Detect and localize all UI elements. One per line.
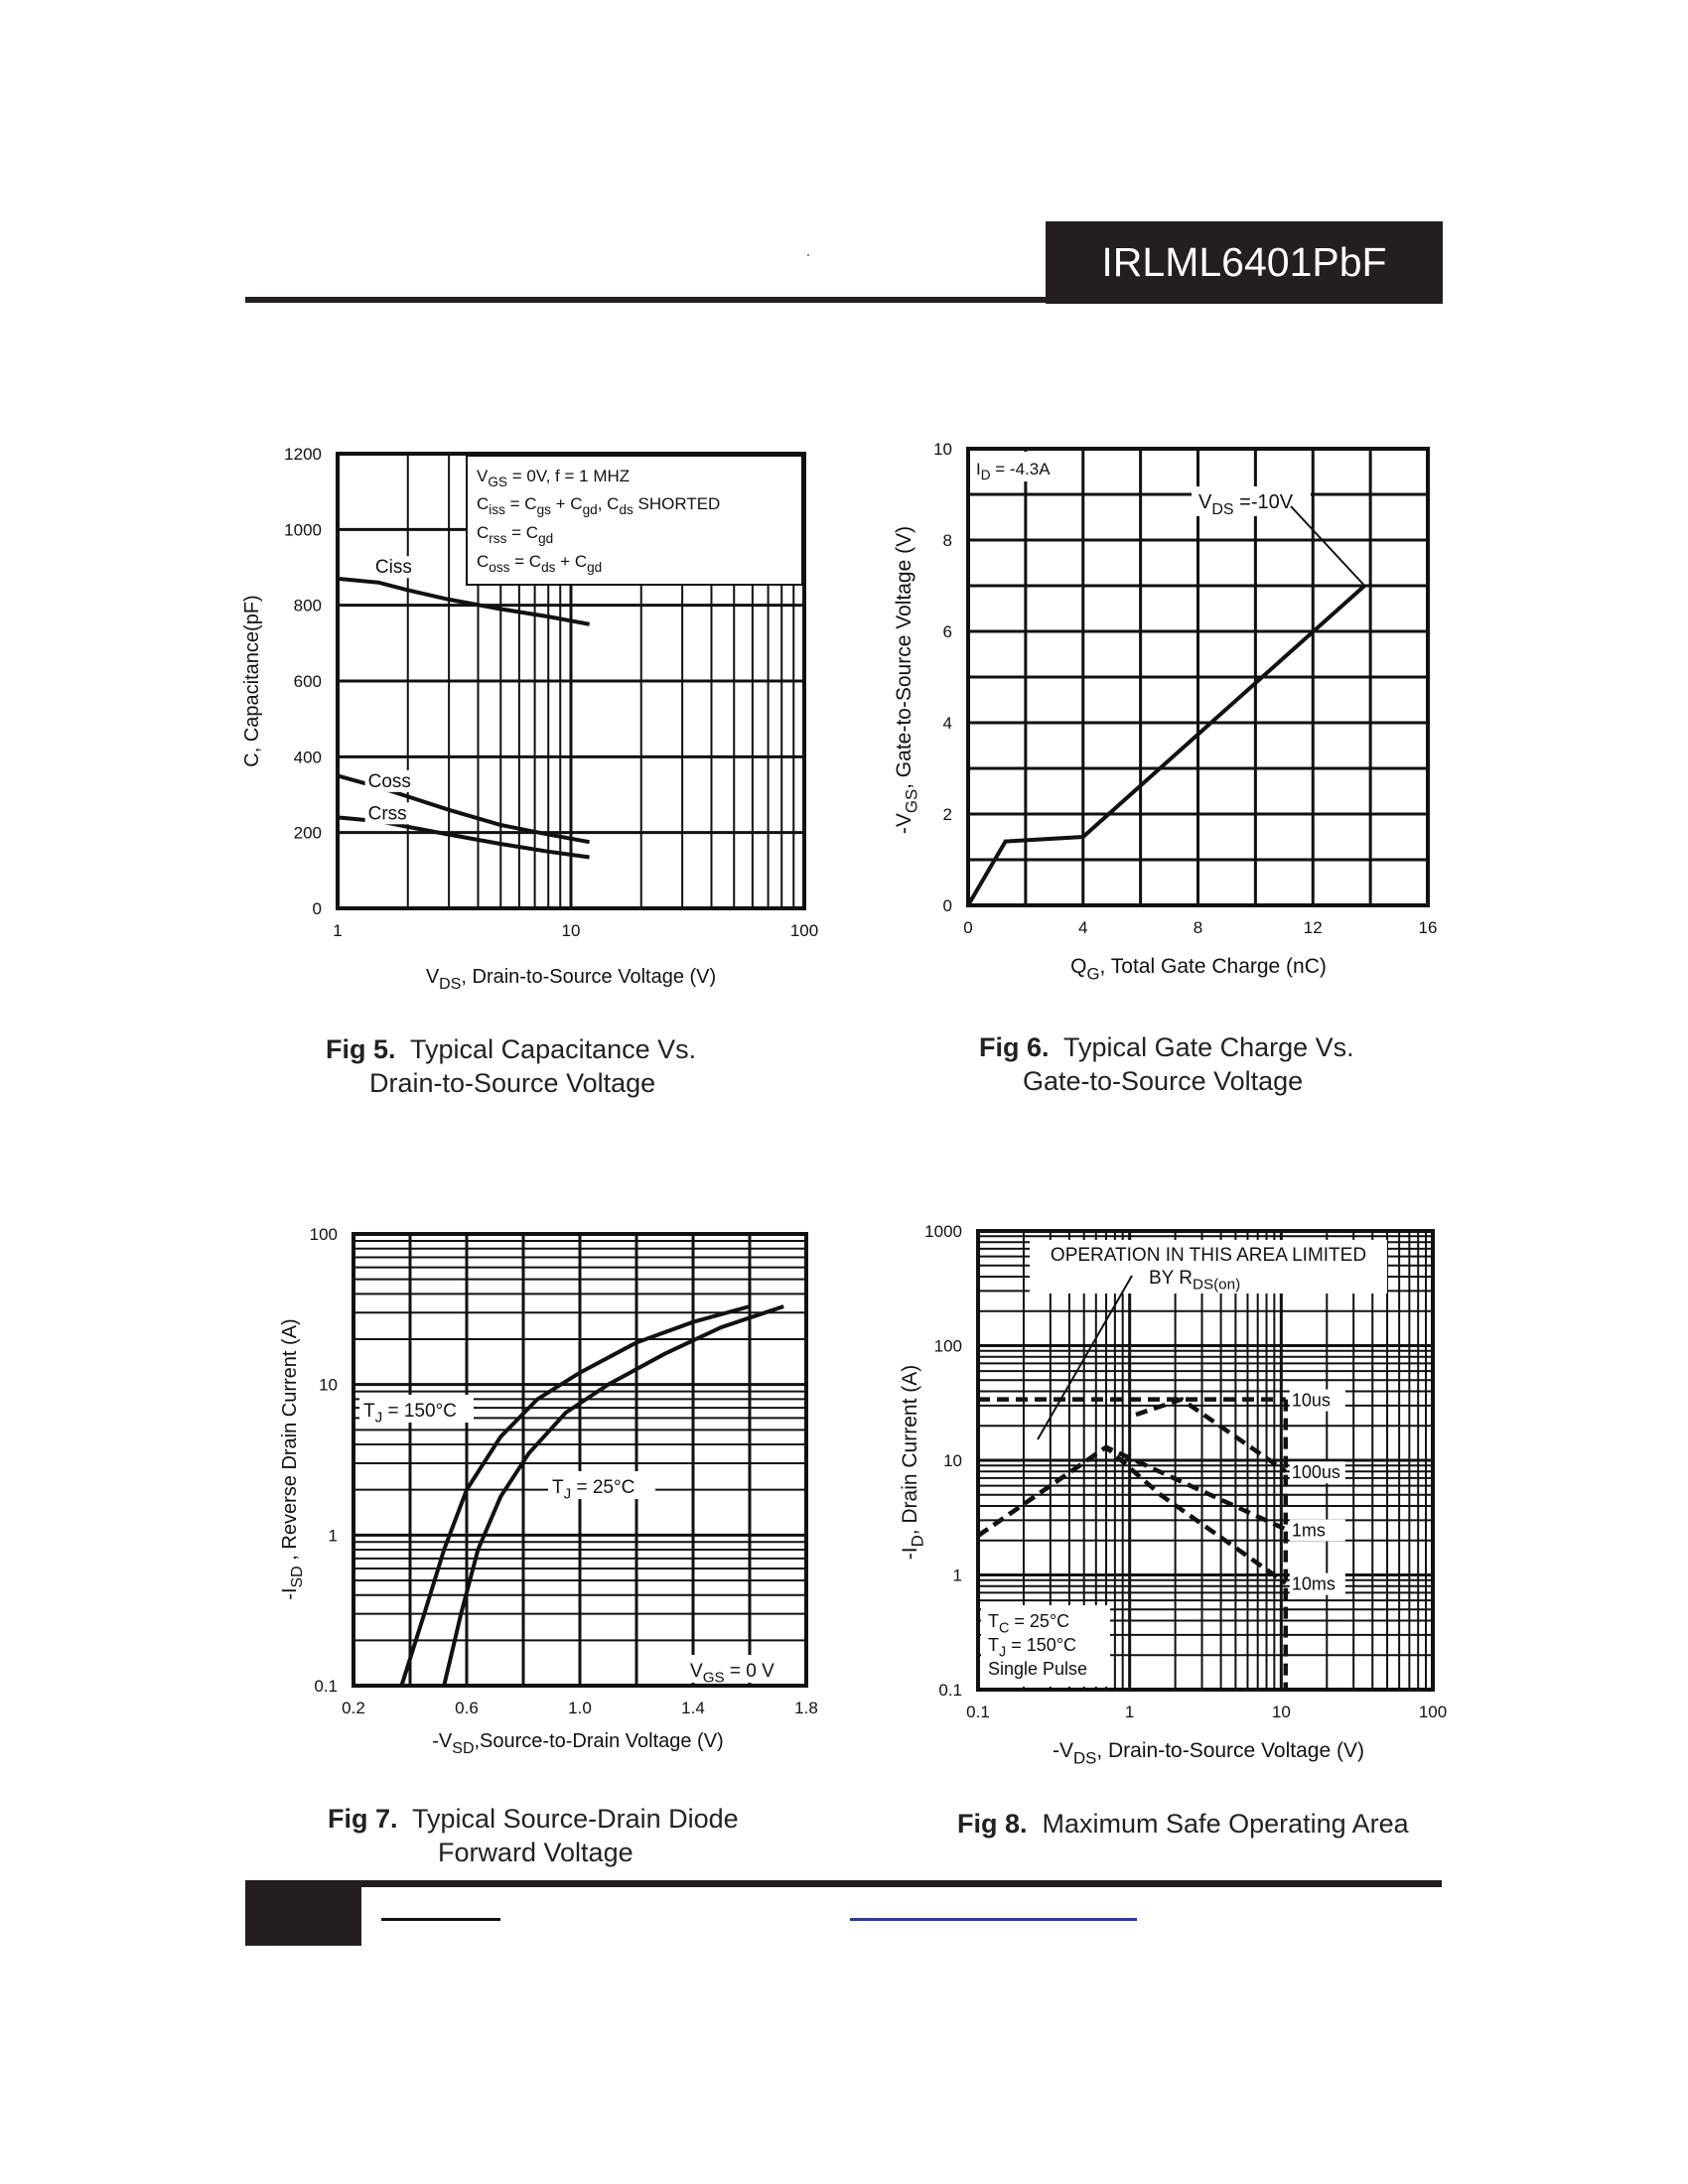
- fig8-caption-line1: Maximum Safe Operating Area: [1042, 1809, 1409, 1839]
- fig7-label-tj25-part: J: [563, 1485, 572, 1503]
- fig6-ytick: 0: [942, 896, 952, 915]
- fig8-condition-1-part: T: [988, 1635, 999, 1655]
- fig8-xtick: 1: [1124, 1703, 1135, 1721]
- fig5-ytick: 200: [293, 823, 322, 843]
- fig8-limit-line2-part: DS(on): [1193, 1276, 1241, 1294]
- fig8-label-1ms: 1ms: [1291, 1520, 1326, 1541]
- fig5-caption-line2: Drain-to-Source Voltage: [369, 1068, 656, 1098]
- fig5-legend-coss-part: oss: [489, 560, 510, 576]
- fig8-condition-0-part: C: [999, 1620, 1010, 1637]
- fig7-condition-part: V: [690, 1661, 703, 1682]
- fig8-chart: [889, 1216, 1455, 1782]
- footer-rule-left: [381, 1918, 500, 1921]
- fig8-condition-1-part: J: [999, 1644, 1007, 1661]
- fig8-condition-0-part: T: [988, 1611, 999, 1631]
- fig7-chart: [268, 1216, 824, 1777]
- fig6-xlabel: [1070, 955, 1327, 983]
- fig5-legend-ciss-part: C: [477, 494, 490, 513]
- fig5-legend-ciss-part: gd: [582, 502, 598, 518]
- fig8-limit-line1: OPERATION IN THIS AREA LIMITED: [1050, 1245, 1367, 1266]
- fig6-ylabel-part: , Gate-to-Source Voltage (V): [893, 525, 915, 789]
- fig8-condition-2: [988, 1659, 1087, 1679]
- page-dot: [807, 254, 809, 256]
- fig5-legend-crss-part: C: [477, 523, 490, 542]
- fig6-xtick: 0: [963, 918, 973, 937]
- fig5-legend-crss-part: = C: [506, 523, 539, 542]
- fig5-chart: [228, 437, 844, 1008]
- fig6-caption-line2: Gate-to-Source Voltage: [1023, 1066, 1304, 1096]
- fig5-xtick: 100: [789, 921, 819, 940]
- fig5-xtick: 10: [561, 921, 581, 940]
- part-number-header: [1046, 221, 1443, 304]
- fig7-label-tj150-part: J: [374, 1409, 383, 1427]
- fig5-legend-coss-part: gd: [587, 560, 603, 576]
- fig5-label-coss: Coss: [367, 770, 411, 792]
- fig5-ytick: 1000: [284, 520, 322, 540]
- fig6-xlabel-part: G: [1086, 964, 1100, 984]
- fig6-ytick: 2: [942, 805, 952, 824]
- fig6-vds-leader: [1291, 506, 1364, 586]
- fig6-ylabel-part: GS: [902, 788, 921, 814]
- fig8-ytick: 1000: [924, 1222, 962, 1241]
- fig6-xtick: 8: [1193, 918, 1203, 937]
- fig5-xlabel-part: DS: [439, 976, 462, 993]
- fig8-svg: [889, 1216, 1455, 1777]
- fig7-number: Fig 7.: [328, 1804, 398, 1834]
- fig6-ytick: 4: [942, 714, 952, 733]
- fig6-caption: [979, 1030, 1354, 1098]
- fig5-xlabel-part: V: [425, 966, 440, 988]
- header-rule: [245, 297, 1046, 303]
- fig8-xlabel: [1053, 1739, 1364, 1767]
- fig5-legend-ciss-part: + C: [550, 494, 583, 513]
- fig5-legend-crss-part: gd: [538, 531, 554, 547]
- fig5-ytick: 0: [312, 899, 322, 918]
- fig5-legend-coss-part: C: [477, 552, 490, 571]
- fig7-xtick: 1.4: [681, 1699, 705, 1717]
- fig5-label-crss: Crss: [367, 803, 407, 825]
- fig7-ylabel-part: , Reverse Drain Current (A): [279, 1318, 301, 1567]
- fig5-caption: [326, 1032, 696, 1100]
- fig8-caption: [957, 1807, 1409, 1841]
- fig8-label-10us: 10us: [1291, 1390, 1331, 1411]
- fig7-xtick: 1.8: [794, 1699, 818, 1717]
- fig7-svg: [268, 1216, 824, 1772]
- fig5-ytick: 800: [293, 596, 322, 615]
- fig5-legend-crss-part: rss: [489, 531, 507, 547]
- fig7-xlabel-part: -V: [432, 1730, 453, 1752]
- fig6-svg: [889, 437, 1455, 993]
- fig6-vds-annotation-part: DS: [1211, 501, 1234, 518]
- fig5-xlabel: [426, 966, 716, 993]
- fig7-ytick: 0.1: [314, 1677, 338, 1696]
- fig5-number: Fig 5.: [326, 1034, 396, 1064]
- fig8-ylabel-part: , Drain Current (A): [899, 1364, 921, 1536]
- fig6-ylabel-part: -V: [893, 813, 915, 835]
- fig7-ylabel-part: -I: [279, 1587, 301, 1600]
- fig8-ytick: 1: [952, 1566, 962, 1585]
- fig5-xlabel-part: , Drain-to-Source Voltage (V): [461, 966, 717, 988]
- fig6-vds-annotation-part: V: [1198, 491, 1212, 513]
- fig6-xtick: 16: [1418, 918, 1438, 937]
- fig8-condition-2-part: Single Pulse: [988, 1659, 1088, 1679]
- part-number: IRLML6401PbF: [1101, 239, 1387, 285]
- fig8-ylabel: [899, 1365, 926, 1561]
- fig8-limit-line2-part: BY R: [1149, 1268, 1194, 1289]
- fig5-label-ciss: Ciss: [374, 557, 412, 579]
- fig8-xlabel-part: , Drain-to-Source Voltage (V): [1096, 1739, 1364, 1762]
- fig7-xtick: 1.0: [568, 1699, 592, 1717]
- fig5-xtick: 1: [333, 921, 343, 940]
- fig7-caption: [328, 1802, 739, 1869]
- fig6-vds-annotation-part: =-10V: [1233, 491, 1294, 513]
- fig7-condition-part: = 0 V: [724, 1661, 774, 1682]
- fig6-id-annotation-part: I: [976, 460, 981, 478]
- fig5-legend-ciss-part: iss: [489, 502, 505, 518]
- fig8-label-10ms: 10ms: [1291, 1573, 1336, 1594]
- fig7-label-tj150-part: = 150°C: [382, 1401, 457, 1422]
- fig5-legend-vgs-part: GS: [488, 475, 507, 490]
- footer-link-rule: [850, 1918, 1137, 1921]
- fig5-legend-vgs-part: V: [477, 467, 489, 485]
- fig6-xlabel-part: Q: [1070, 955, 1087, 978]
- fig7-ylabel-part: SD: [289, 1566, 306, 1588]
- fig6-chart: [889, 437, 1455, 998]
- fig7-ytick: 100: [309, 1225, 338, 1244]
- fig5-legend-ciss-part: SHORTED: [633, 494, 721, 513]
- fig6-ytick: 8: [942, 531, 952, 550]
- fig8-condition-1-part: = 150°C: [1006, 1635, 1076, 1655]
- footer-page-box: [245, 1880, 361, 1946]
- fig6-id-annotation-part: = -4.3A: [990, 460, 1051, 478]
- fig6-id-annotation-part: D: [980, 468, 991, 483]
- fig8-xtick: 0.1: [966, 1703, 990, 1721]
- fig8-ytick: 0.1: [938, 1681, 962, 1700]
- fig5-legend-ciss-part: = C: [504, 494, 537, 513]
- fig8-label-100us: 100us: [1291, 1462, 1340, 1483]
- fig6-xtick: 4: [1078, 918, 1088, 937]
- fig6-number: Fig 6.: [979, 1032, 1050, 1062]
- fig7-caption-line1: Typical Source-Drain Diode: [412, 1804, 739, 1834]
- fig6-ytick: 6: [942, 622, 952, 641]
- fig5-legend-vgs-part: = 0V, f = 1 MHZ: [506, 467, 631, 485]
- fig7-xtick: 0.2: [342, 1699, 365, 1717]
- fig5-legend-coss-part: ds: [541, 560, 556, 576]
- fig6-ytick: 10: [933, 440, 952, 459]
- fig8-ylabel-part: -I: [899, 1547, 921, 1561]
- fig8-number: Fig 8.: [957, 1809, 1028, 1839]
- fig6-ylabel: [893, 526, 920, 834]
- footer-bar: [245, 1880, 1442, 1887]
- fig8-ytick: 100: [933, 1336, 962, 1356]
- fig5-caption-line1: Typical Capacitance Vs.: [410, 1034, 697, 1064]
- fig8-xtick: 10: [1271, 1703, 1291, 1721]
- fig6-caption-line1: Typical Gate Charge Vs.: [1063, 1032, 1354, 1062]
- fig5-legend-ciss-part: ds: [619, 502, 633, 518]
- fig8-xtick: 100: [1418, 1703, 1448, 1721]
- fig8-xlabel-part: DS: [1073, 1748, 1097, 1768]
- fig7-xlabel-part: SD: [452, 1740, 475, 1757]
- fig6-series-vgs: [968, 586, 1364, 905]
- fig5-legend-coss-part: = C: [509, 552, 542, 571]
- fig7-label-tj25-part: = 25°C: [571, 1477, 635, 1498]
- fig6-xlabel-part: , Total Gate Charge (nC): [1099, 955, 1327, 978]
- fig7-label-tj150-part: T: [363, 1401, 375, 1422]
- fig7-ytick: 10: [319, 1375, 338, 1395]
- fig7-xlabel-part: ,Source-to-Drain Voltage (V): [474, 1730, 724, 1752]
- fig5-legend-ciss-part: , C: [597, 494, 620, 513]
- fig5-ytick: 1200: [284, 445, 322, 464]
- fig8-condition-0-part: = 25°C: [1009, 1611, 1070, 1631]
- fig7-xtick: 0.6: [455, 1699, 479, 1717]
- fig5-ytick: 400: [293, 748, 322, 767]
- fig6-xtick: 12: [1303, 918, 1323, 937]
- fig7-label-tj25-part: T: [552, 1477, 564, 1498]
- fig5-legend-coss-part: + C: [555, 552, 588, 571]
- fig7-caption-line2: Forward Voltage: [438, 1838, 633, 1867]
- fig5-ylabel: C, Capacitance(pF): [241, 595, 263, 767]
- fig5-legend-ciss-part: gs: [536, 502, 551, 518]
- fig8-ytick: 10: [943, 1451, 962, 1470]
- fig7-condition-part: GS: [702, 1669, 725, 1687]
- fig8-xlabel-part: -V: [1053, 1739, 1074, 1762]
- fig7-ylabel: [279, 1318, 306, 1599]
- fig5-svg: [228, 437, 844, 1003]
- fig5-ytick: 600: [293, 672, 322, 691]
- fig7-ytick: 1: [328, 1526, 338, 1546]
- fig7-xlabel: [432, 1730, 723, 1757]
- fig8-ylabel-part: D: [908, 1535, 927, 1548]
